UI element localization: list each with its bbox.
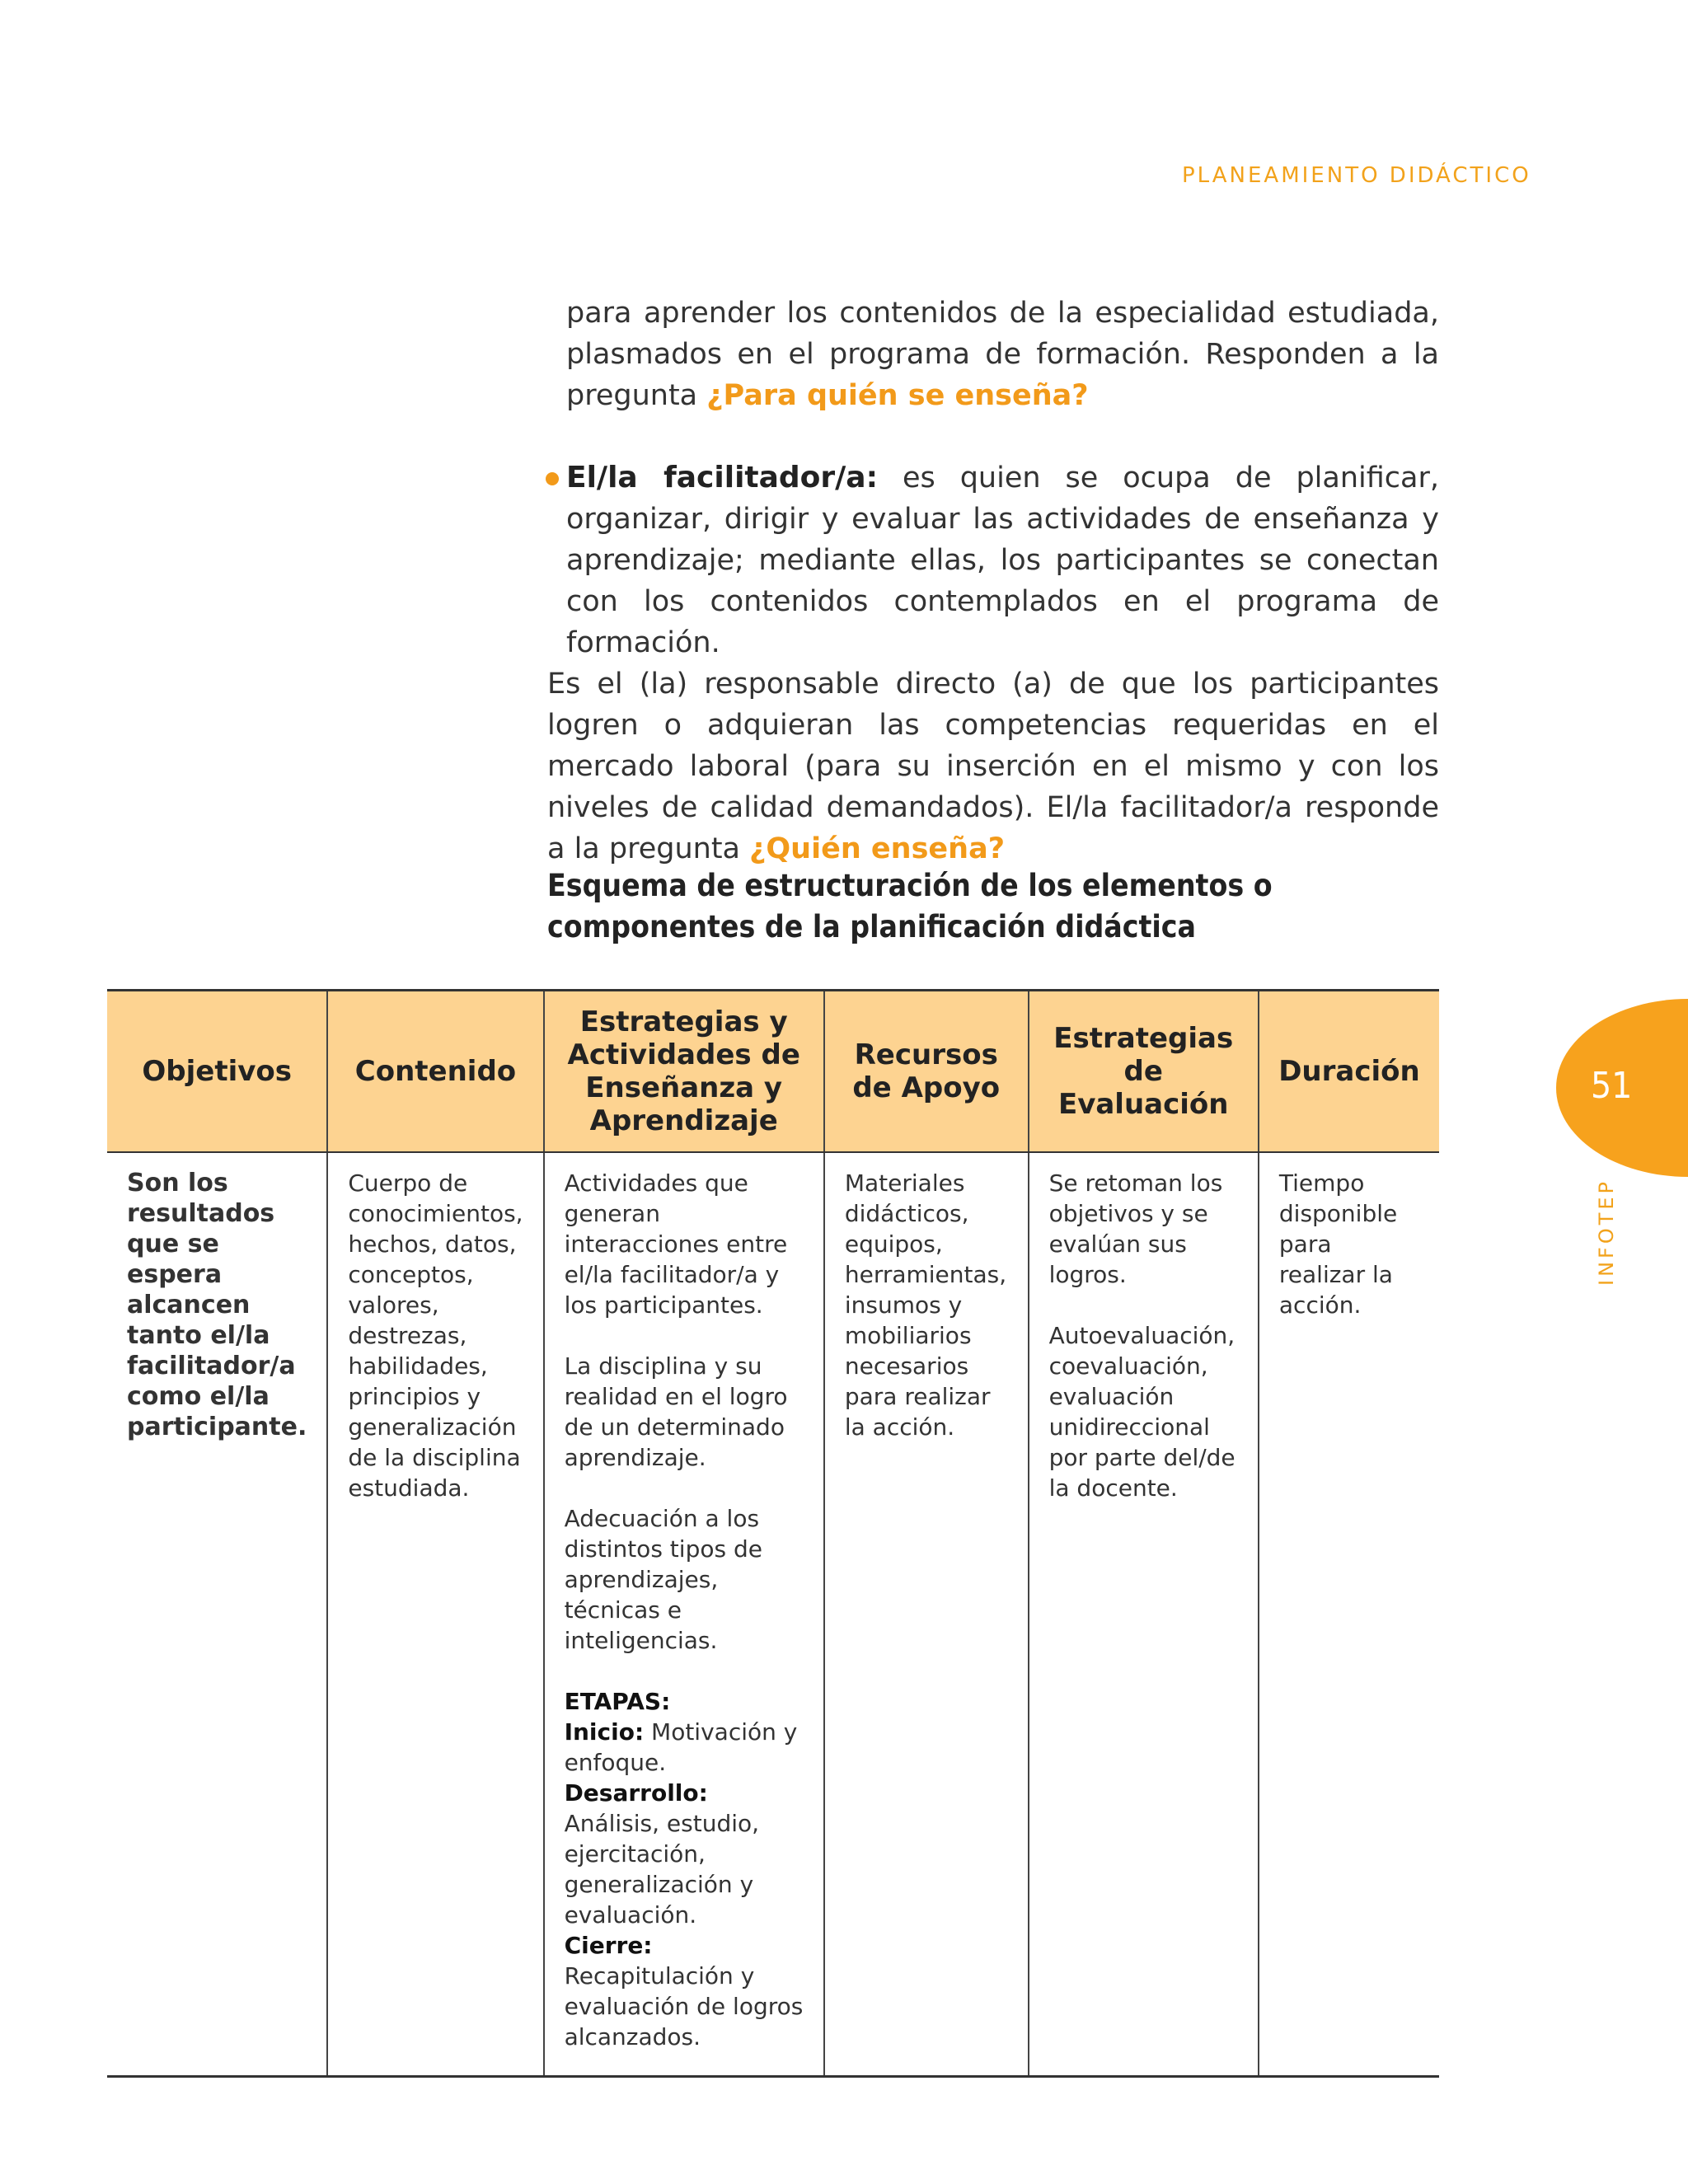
cell-duracion: Tiempo disponible para realizar la acción. [1259, 1152, 1439, 2077]
highlight-question: ¿Quién enseña? [749, 832, 1005, 865]
highlight-question: ¿Para quién se enseña? [706, 379, 1089, 412]
cierre-label: Cierre: [564, 1932, 653, 1959]
estrategias-p1: Actividades que generan interacciones entre el/la facilitador/a y los participantes. [564, 1169, 788, 1319]
cell-estrategias [544, 1152, 824, 2077]
inicio-label: Inicio: [564, 1718, 645, 1746]
header-objetivos: Objetivos [107, 991, 327, 1153]
cell-contenido: Cuerpo de conocimientos, hechos, datos, conceptos, valores, destrezas, habilidades, principios y generalización de la disciplina estudiada. [327, 1152, 543, 2077]
etapa-inicio [565, 1717, 804, 1778]
table-row [107, 1152, 1439, 2077]
desarrollo-text: Análisis, estudio, ejercitación, generalización y evaluación. [564, 1810, 760, 1929]
etapas-label: ETAPAS: [564, 1688, 671, 1715]
header-contenido: Contenido [327, 991, 543, 1153]
inicio-text: Motivación y enfoque. [564, 1718, 798, 1776]
planning-scheme-table [107, 989, 1439, 2078]
paragraph-text: Es el (la) responsable directo (a) de que los participantes logren o adquieran las competencias requeridas en el mercado laboral (para su inserción en el mismo y con los niveles de calidad demandados). El/la facilitador/a responde a la pregunta [547, 668, 1439, 865]
evaluacion-p1: Se retoman los objetivos y se evalúan sus logros. [1048, 1169, 1223, 1288]
bullet-facilitator [566, 457, 1439, 663]
side-label: INFOTEP [1595, 1178, 1618, 1286]
paragraph-text: para aprender los contenidos de la especialidad estudiada, plasmados en el programa de formación. Responden a la pregunta [566, 297, 1439, 412]
etapa-desarrollo [565, 1778, 804, 1930]
section-heading: Esquema de estructuración de los elementos o componentes de la planificación didáctica [547, 868, 1273, 944]
bullet-term: El/la facilitador/a: [566, 461, 878, 494]
bullet-dot-icon [546, 472, 559, 485]
header-recursos: Recursos de Apoyo [824, 991, 1029, 1153]
desarrollo-label: Desarrollo: [564, 1779, 708, 1807]
etapa-cierre [565, 1930, 804, 2052]
bullet-text: es quien se ocupa de planificar, organizar, dirigir y evaluar las actividades de enseñanza y aprendizaje; mediante ellas, los participantes se conectan con los contenidos contemplados en el programa de formación. [566, 462, 1439, 659]
paragraph-participants-end [566, 293, 1439, 416]
estrategias-p3: Adecuación a los distintos tipos de aprendizajes, técnicas e inteligencias. [564, 1505, 762, 1654]
header-evaluacion: Estrategias de Evaluación [1029, 991, 1259, 1153]
evaluacion-p2: Autoevaluación, coevaluación, evaluación unidireccional por parte del/de la docente. [1048, 1322, 1236, 1502]
cell-objetivos: Son los resultados que se espera alcancen tanto el/la facilitador/a como el/la participante. [107, 1152, 327, 2077]
page-number: 51 [1591, 1065, 1633, 1107]
estrategias-p2: La disciplina y su realidad en el logro de un determinado aprendizaje. [564, 1352, 788, 1471]
paragraph-responsible [547, 663, 1439, 869]
cell-evaluacion [1029, 1152, 1259, 2077]
cell-recursos: Materiales didácticos, equipos, herramientas, insumos y mobiliarios necesarios para realizar la acción. [824, 1152, 1029, 2077]
header-estrategias: Estrategias y Actividades de Enseñanza y Aprendizaje [544, 991, 824, 1153]
table-header-row [107, 991, 1439, 1153]
running-header: PLANEAMIENTO DIDÁCTICO [1182, 163, 1531, 188]
cierre-text: Recapitulación y evaluación de logros alcanzados. [564, 1962, 804, 2050]
header-duracion: Duración [1259, 991, 1439, 1153]
